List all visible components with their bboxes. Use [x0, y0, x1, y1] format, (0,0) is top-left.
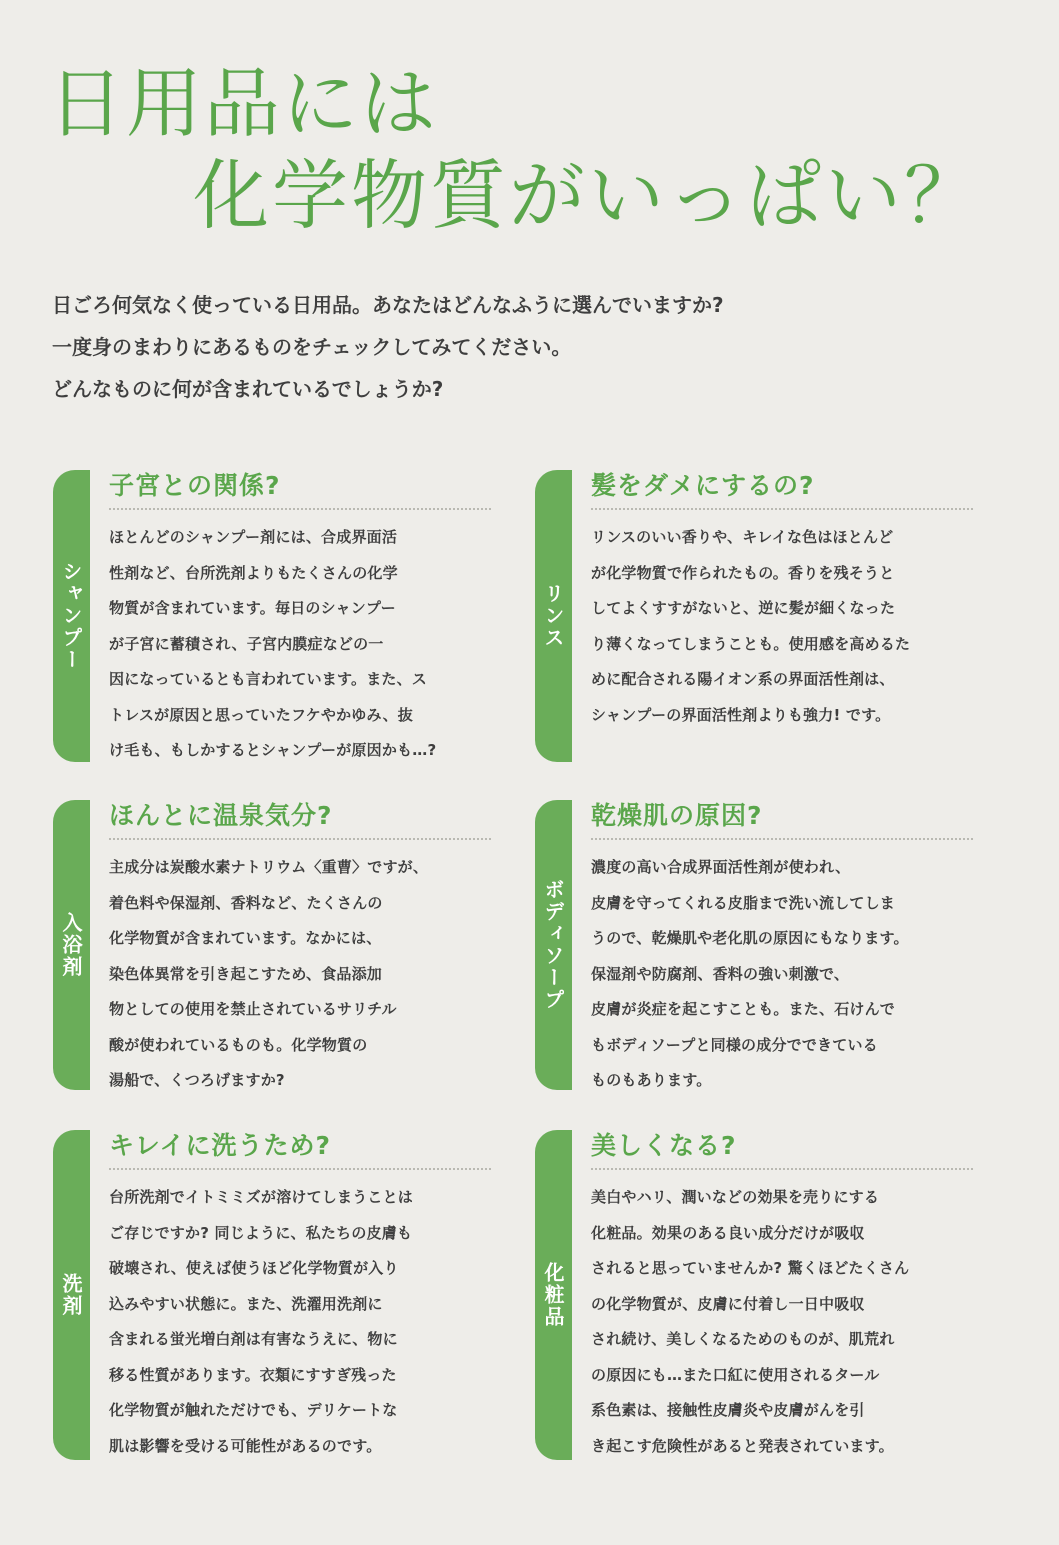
card-tab-label: 洗剤 — [59, 1273, 83, 1317]
card-heading: 乾燥肌の原因? — [591, 801, 763, 830]
card-tab-rinse — [535, 470, 572, 762]
card-heading: 美しくなる? — [591, 1131, 737, 1160]
card-tab-cosmetics — [535, 1130, 572, 1460]
body-line: ものもあります。 — [591, 1071, 712, 1089]
body-line: 性剤など、台所洗剤よりもたくさんの化学 — [109, 563, 398, 582]
card-heading: ほんとに温泉気分? — [109, 801, 333, 830]
body-line: 湯船で、くつろげますか? — [109, 1071, 285, 1089]
body-line: ほとんどのシャンプー剤には、合成界面活 — [109, 528, 398, 546]
body-line: 着色料や保湿剤、香料など、たくさんの — [109, 893, 383, 912]
dotted-divider — [591, 1168, 973, 1170]
body-line: シャンプーの界面活性剤よりも強力! です。 — [591, 705, 891, 724]
body-line: 込みやすい状態に。また、洗濯用洗剤に — [109, 1294, 383, 1313]
card-tab-label: リンス — [541, 583, 565, 649]
body-line: うので、乾燥肌や老化肌の原因にもなります。 — [591, 929, 909, 947]
card-tab-label: ボディソープ — [541, 879, 565, 1011]
body-line: 移る性質があります。衣類にすすぎ残った — [109, 1365, 397, 1384]
card-body — [591, 1180, 971, 1464]
dotted-divider — [591, 508, 973, 510]
card-body — [109, 520, 489, 769]
body-line: 皮膚が炎症を起こすことも。また、石けんで — [591, 1000, 896, 1018]
body-line: 染色体異常を引き起こすため、食品添加 — [109, 964, 383, 983]
body-line: 含まれる蛍光増白剤は有害なうえに、物に — [109, 1330, 398, 1348]
body-line: 化学物質が含まれています。なかには、 — [109, 929, 382, 947]
card-shampoo — [53, 470, 493, 762]
body-line: が化学物質で作られたもの。香りを残そうと — [591, 563, 895, 582]
card-tab-bath-additive — [53, 800, 90, 1090]
card-heading: 子宮との関係? — [109, 471, 281, 500]
body-line: け毛も、もしかするとシャンプーが原因かも…? — [109, 741, 437, 759]
body-line: が子宮に蓄積され、子宮内膜症などの一 — [109, 634, 384, 653]
card-body — [109, 1180, 489, 1464]
page-title-line-1: 日用品には — [48, 59, 438, 148]
body-line: もボディソープと同様の成分でできている — [591, 1035, 878, 1054]
page-title-line-2: 化学物質がいっぱい？ — [193, 151, 983, 240]
body-line: 濃度の高い合成界面活性剤が使われ、 — [591, 858, 851, 876]
card-rinse — [535, 470, 975, 762]
body-line: 皮膚を守ってくれる皮脂まで洗い流してしま — [591, 893, 896, 912]
intro-line: 日ごろ何気なく使っている日用品。あなたはどんなふうに選んでいますか? — [52, 293, 724, 317]
card-body — [109, 850, 489, 1099]
body-line: 台所洗剤でイトミミズが溶けてしまうことは — [109, 1188, 414, 1206]
body-line: してよくすすがないと、逆に髪が細くなった — [591, 599, 896, 617]
card-tab-detergent — [53, 1130, 90, 1460]
body-line: 化粧品。効果のある良い成分だけが吸収 — [591, 1223, 865, 1242]
body-line: 保湿剤や防腐剤、香料の強い刺激で、 — [591, 964, 850, 983]
body-line: ご存じですか? 同じように、私たちの皮膚も — [109, 1223, 413, 1242]
body-line: 因になっているとも言われています。また、ス — [109, 670, 428, 688]
dotted-divider — [591, 838, 973, 840]
body-line: 化学物質が触れただけでも、デリケートな — [109, 1401, 398, 1419]
body-line: され続け、美しくなるためのものが、肌荒れ — [591, 1330, 895, 1348]
card-body — [591, 520, 971, 733]
card-heading: 髪をダメにするの? — [591, 471, 815, 500]
body-line: 物としての使用を禁止されているサリチル — [109, 1000, 397, 1018]
body-line: の原因にも…また口紅に使用されるタール — [591, 1365, 880, 1384]
body-line: 破壊され、使えば使うほど化学物質が入り — [109, 1259, 399, 1277]
card-tab-label: 化粧品 — [541, 1262, 565, 1328]
card-heading: キレイに洗うため? — [109, 1131, 332, 1160]
card-body-soap — [535, 800, 975, 1090]
dotted-divider — [109, 508, 491, 510]
body-line: り薄くなってしまうことも。使用感を高めるた — [591, 634, 911, 653]
intro-line: 一度身のまわりにあるものをチェックしてみてください。 — [52, 335, 572, 359]
card-cosmetics — [535, 1130, 975, 1460]
dotted-divider — [109, 838, 491, 840]
body-line: めに配合される陽イオン系の界面活性剤は、 — [591, 670, 895, 688]
body-line: 主成分は炭酸水素ナトリウム〈重曹〉ですが、 — [109, 858, 429, 876]
card-detergent — [53, 1130, 493, 1460]
dotted-divider — [109, 1168, 491, 1170]
body-line: 肌は影響を受ける可能性があるのです。 — [109, 1436, 382, 1455]
body-line: されると思っていませんか? 驚くほどたくさん — [591, 1259, 910, 1277]
card-bath-additive — [53, 800, 493, 1090]
card-body — [591, 850, 971, 1099]
card-tab-body-soap — [535, 800, 572, 1090]
body-line: 酸が使われているものも。化学物質の — [109, 1035, 368, 1054]
card-tab-label: シャンプー — [59, 561, 83, 671]
intro-line: どんなものに何が含まれているでしょうか? — [52, 377, 444, 401]
body-line: リンスのいい香りや、キレイな色はほとんど — [591, 528, 894, 546]
body-line: き起こす危険性があると発表されています。 — [591, 1436, 894, 1455]
body-line: 物質が含まれています。毎日のシャンプー — [109, 599, 396, 617]
body-line: 系色素は、接触性皮膚炎や皮膚がんを引 — [591, 1401, 865, 1419]
card-tab-shampoo — [53, 470, 90, 762]
body-line: トレスが原因と思っていたフケやかゆみ、抜 — [109, 705, 414, 724]
card-tab-label: 入浴剤 — [59, 912, 83, 978]
intro-text — [52, 284, 1012, 410]
body-line: 美白やハリ、潤いなどの効果を売りにする — [591, 1188, 880, 1206]
body-line: の化学物質が、皮膚に付着し一日中吸収 — [591, 1294, 865, 1313]
